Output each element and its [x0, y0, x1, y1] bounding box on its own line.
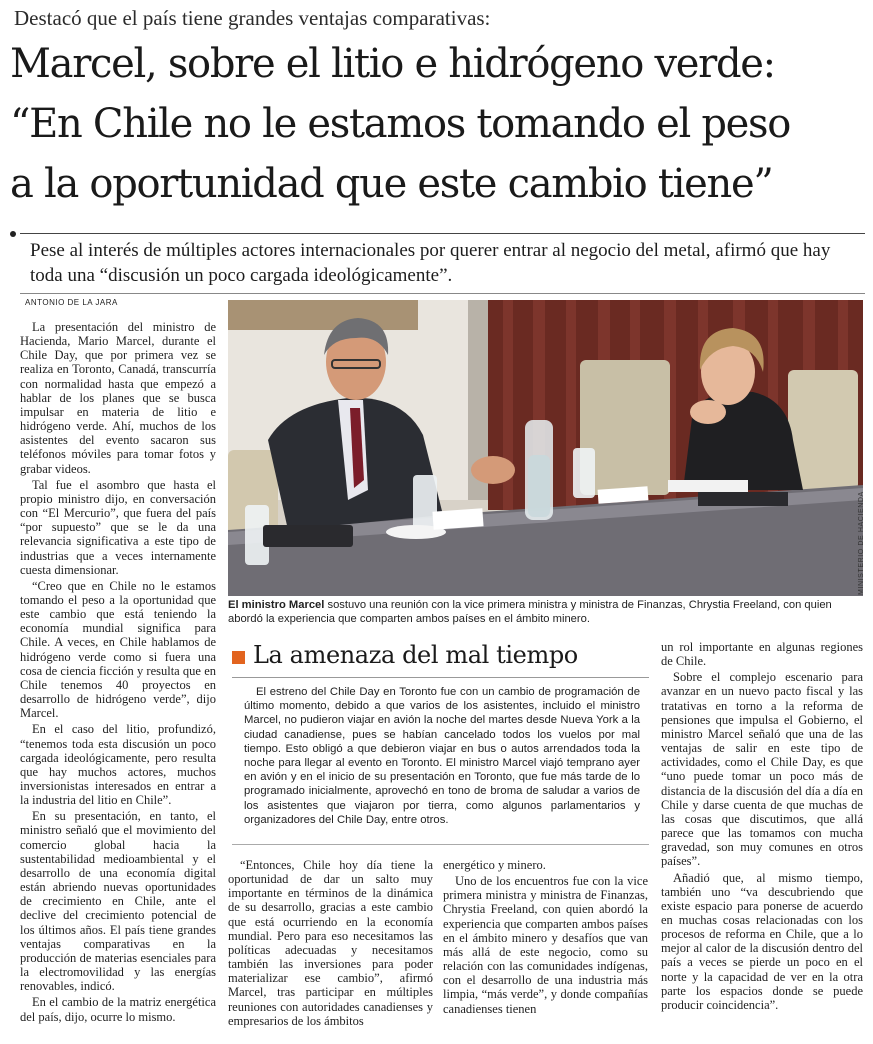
subheadline: Pese al interés de múltiples actores internacionales por querer entrar al negocio del metal, afirmó que hay toda una “discusión un poco cargada ideológicamente”. [30, 240, 831, 286]
article-column-middle-1 [228, 858, 433, 1028]
photo-credit: MINISTERIO DE HACIENDA [858, 491, 865, 595]
paragraph: “Creo que en Chile no le estamos tomando el peso a la oportunidad que este cambio que está teniendo la economía mundial significa para Chile. A veces, en Chile hablamos de hidrógeno verde como si fuera una cosa de ciencia ficción y resulta que en Chile tenemos 40 proyectos en desarrollo de hidrógeno verde”, dijo Marcel. [20, 578, 216, 721]
paragraph: La presentación del ministro de Hacienda, Mario Marcel, durante el Chile Day, que por primera vez se realiza en Toronto, Canadá, transcurría con normalidad hasta que empezó a hablar de los planes que se busca impulsar en materia de litio e hidrógeno verde. Ahí, muchos de los asistentes del evento sacaron sus teléfonos móviles para tomar fotos y grabar videos. [20, 320, 216, 476]
paragraph: Añadió que, al mismo tiempo, también uno “va descubriendo que existe espacio para ponerse de acuerdo en muchas cosas relacionadas con los procesos de reforma en Chile, que a lo mejor al calor de la discusión dentro del país a veces se pierde un poco en el norte y la capacidad de ver en la otra parte los espacios donde se puede producir coincidencia”. [661, 870, 863, 1012]
paragraph: En el caso del litio, profundizó, “tenemos toda esta discusión un poco cargada ideológicamente, pero resulta que hay muchos actores, muchos inversionistas interesados en entrar a la industria del litio en Chile”. [20, 722, 216, 808]
meeting-photo-illustration [228, 300, 863, 596]
caption-lead: El ministro Marcel [228, 599, 325, 611]
paragraph: En el cambio de la matriz energética del país, dijo, ocurre lo mismo. [20, 995, 216, 1024]
bullet-dot [10, 231, 16, 237]
headline-line: “En Chile no le estamos tomando el peso [10, 101, 791, 147]
kicker: Destacó que el país tiene grandes ventajas comparativas: [14, 6, 491, 30]
headline [10, 34, 870, 214]
divider [20, 293, 865, 294]
paragraph: Tal fue el asombro que hasta el propio ministro dijo, en conversación con “El Mercurio”, que fuera del país “por supuesto” que se le da una relevancia significativa a este tipo de industrias que a veces internamente cuesta dimensionar. [20, 477, 216, 577]
paragraph: En su presentación, en tanto, el ministro señaló que el movimiento del comercio global hacia la sustentabilidad medioambiental y el desarrollo de una economía digital están abriendo nuevas oportunidades de crecimiento en Chile, ante el declive del crecimiento potencial de los últimos años. El país tiene grandes ventajas comparativas en la producción de materias esenciales para la electromovilidad y las energías renovables, indicó. [20, 809, 216, 994]
paragraph: El estreno del Chile Day en Toronto fue con un cambio de programación de último momento, debido a que varios de los asistentes, incluido el ministro Marcel, no pudieron viajar en avión la noche del martes desde Nueva York a la ciudad canadiense, pues se habían cancelado todos los vuelos por mal tiempo. Esto obligó a que debieron viajar en bus o autos arrendados toda la noche para llegar al evento en Toronto. El ministro Marcel viajó temprano ayer en avión y en el inicio de su presentación en Toronto, que fue más tarde de lo programado inicialmente, aprovechó en tono de broma de saludar a varios de los asistentes que viajaron por tierra, como algunos parlamentarios y organizadores del Chile Day, entre otros. [244, 686, 640, 826]
article-column-right [661, 640, 863, 1012]
photo-caption [228, 598, 864, 626]
divider [232, 677, 649, 678]
article-photo [228, 300, 863, 596]
paragraph: energético y minero. [443, 858, 546, 872]
article-column-left [20, 320, 216, 1024]
paragraph: un rol importante en algunas regiones de Chile. [661, 640, 863, 669]
article-column-middle-2 [443, 858, 648, 1016]
divider [232, 844, 649, 845]
paragraph: “Entonces, Chile hoy día tiene la oportunidad de dar un salto muy importante en términos de la dinámica de su desarrollo, gracias a este cambio que está ocurriendo en la economía mundial. Pero para eso necesitamos las políticas adecuadas y necesitamos también las inversiones para poder materializar ese cambio”, afirmó Marcel, tras participar en múltiples reuniones con autoridades canadienses y empresarios de los ámbitos [228, 858, 433, 1028]
paragraph: Uno de los encuentros fue con la vice primera ministra y ministra de Finanzas, Chrystia Freeland, con quien abordó la experiencia que comparten ambos países en el ámbito minero y desafíos que van más allá de este negocio, como su relación con las comunidades indígenas, con el desarrollo de una industria más limpia, “más verde”, y donde compañías canadienses tienen [443, 874, 648, 1016]
box-title: La amenaza del mal tiempo [253, 641, 578, 669]
headline-line: a la oportunidad que este cambio tiene” [10, 161, 773, 207]
caption-text: sostuvo una reunión con la vice primera ministra y ministra de Finanzas, Chrystia Freeland, con quien abordó la experiencia que comparten ambos países en el ámbito minero. [228, 599, 832, 625]
divider [20, 233, 865, 234]
paragraph: Sobre el complejo escenario para avanzar en un nuevo pacto fiscal y las tratativas en torno a la reforma de pensiones que impulsa el Gobierno, el ministro Marcel señaló que una de las ventajas de salir en este tipo de actividades, como el Chile Day, es que “uno puede tomar un poco más de distancia de la discusión del día a día en Chile y darse cuenta de que muchas de las cosas que discutimos, que allá parece que las tomamos con mucha gravedad, son muy comunes en otros países”. [661, 670, 863, 869]
byline: ANTONIO DE LA JARA [25, 298, 118, 307]
orange-square-icon [232, 651, 245, 664]
headline-line: Marcel, sobre el litio e hidrógeno verde: [10, 41, 775, 87]
sidebar-box-body [244, 685, 640, 827]
